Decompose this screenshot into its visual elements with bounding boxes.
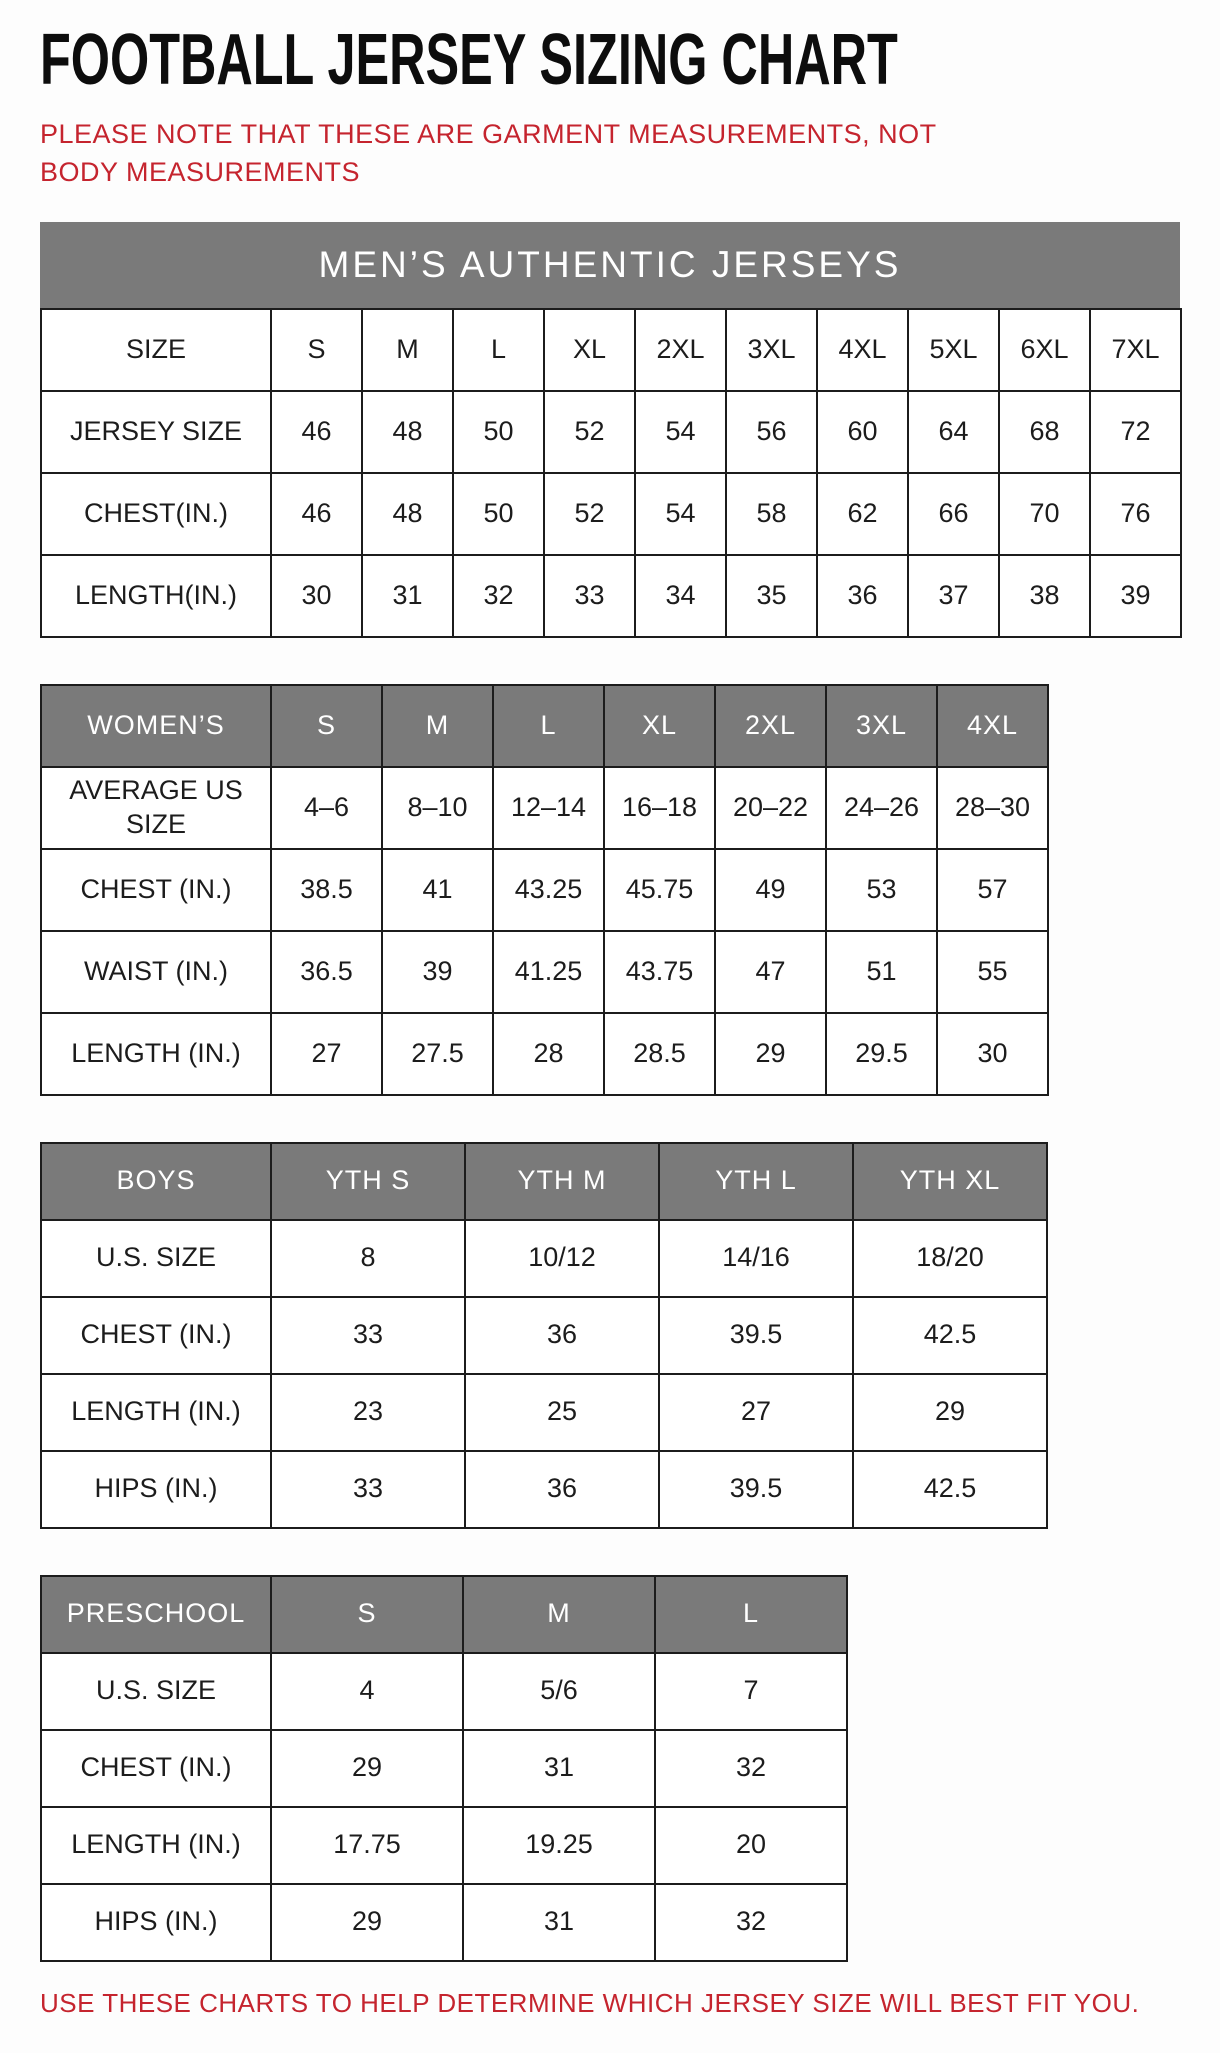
row-label: CHEST(IN.) xyxy=(41,473,271,555)
column-header: S xyxy=(271,309,362,391)
column-header: 4XL xyxy=(937,685,1048,767)
size-value-cell: 52 xyxy=(544,391,635,473)
size-value-cell: 27 xyxy=(659,1374,853,1451)
mens-sizing-table xyxy=(40,308,1182,638)
row-label: CHEST (IN.) xyxy=(41,1730,271,1807)
size-value-cell: 45.75 xyxy=(604,849,715,931)
table-row xyxy=(41,391,1181,473)
column-header: YTH M xyxy=(465,1143,659,1220)
preschool-sizing-table xyxy=(40,1575,848,1962)
size-value-cell: 76 xyxy=(1090,473,1181,555)
size-value-cell: 32 xyxy=(655,1884,847,1961)
row-label: JERSEY SIZE xyxy=(41,391,271,473)
size-value-cell: 51 xyxy=(826,931,937,1013)
size-value-cell: 36 xyxy=(817,555,908,637)
size-value-cell: 20–22 xyxy=(715,767,826,849)
size-value-cell: 58 xyxy=(726,473,817,555)
size-value-cell: 47 xyxy=(715,931,826,1013)
size-value-cell: 30 xyxy=(937,1013,1048,1095)
table-row xyxy=(41,1220,1047,1297)
size-value-cell: 62 xyxy=(817,473,908,555)
table-row xyxy=(41,767,1048,849)
table-row xyxy=(41,1807,847,1884)
size-value-cell: 49 xyxy=(715,849,826,931)
column-header: 5XL xyxy=(908,309,999,391)
size-value-cell: 32 xyxy=(453,555,544,637)
size-value-cell: 37 xyxy=(908,555,999,637)
row-label: LENGTH (IN.) xyxy=(41,1013,271,1095)
size-value-cell: 43.75 xyxy=(604,931,715,1013)
table-row xyxy=(41,1653,847,1730)
size-value-cell: 28–30 xyxy=(937,767,1048,849)
column-header: 2XL xyxy=(635,309,726,391)
size-value-cell: 29 xyxy=(853,1374,1047,1451)
size-value-cell: 41 xyxy=(382,849,493,931)
size-value-cell: 54 xyxy=(635,391,726,473)
size-value-cell: 14/16 xyxy=(659,1220,853,1297)
size-value-cell: 20 xyxy=(655,1807,847,1884)
size-value-cell: 41.25 xyxy=(493,931,604,1013)
size-value-cell: 55 xyxy=(937,931,1048,1013)
column-header: PRESCHOOL xyxy=(41,1576,271,1653)
column-header: 4XL xyxy=(817,309,908,391)
table-row xyxy=(41,1374,1047,1451)
size-value-cell: 33 xyxy=(271,1297,465,1374)
size-value-cell: 66 xyxy=(908,473,999,555)
size-value-cell: 28.5 xyxy=(604,1013,715,1095)
size-value-cell: 31 xyxy=(362,555,453,637)
footer-note: USE THESE CHARTS TO HELP DETERMINE WHICH JERSEY SIZE WILL BEST FIT YOU. xyxy=(40,1987,1140,2018)
row-label: AVERAGE US SIZE xyxy=(41,767,271,849)
size-value-cell: 19.25 xyxy=(463,1807,655,1884)
column-header: M xyxy=(463,1576,655,1653)
column-header: S xyxy=(271,1576,463,1653)
mens-header-row xyxy=(41,309,1181,391)
size-value-cell: 33 xyxy=(544,555,635,637)
size-value-cell: 23 xyxy=(271,1374,465,1451)
size-value-cell: 17.75 xyxy=(271,1807,463,1884)
size-value-cell: 16–18 xyxy=(604,767,715,849)
size-value-cell: 53 xyxy=(826,849,937,931)
size-value-cell: 46 xyxy=(271,473,362,555)
size-value-cell: 30 xyxy=(271,555,362,637)
size-value-cell: 29.5 xyxy=(826,1013,937,1095)
column-header: YTH S xyxy=(271,1143,465,1220)
column-header: 7XL xyxy=(1090,309,1181,391)
column-header: XL xyxy=(544,309,635,391)
womens-header-row xyxy=(41,685,1048,767)
size-value-cell: 27 xyxy=(271,1013,382,1095)
size-value-cell: 39 xyxy=(382,931,493,1013)
table-row xyxy=(41,1730,847,1807)
column-header: 3XL xyxy=(826,685,937,767)
table-row xyxy=(41,473,1181,555)
womens-sizing-table xyxy=(40,684,1049,1096)
table-row xyxy=(41,1884,847,1961)
column-header: 2XL xyxy=(715,685,826,767)
size-value-cell: 31 xyxy=(463,1730,655,1807)
size-value-cell: 48 xyxy=(362,391,453,473)
table-row xyxy=(41,555,1181,637)
size-value-cell: 34 xyxy=(635,555,726,637)
table-row xyxy=(41,1297,1047,1374)
column-header: S xyxy=(271,685,382,767)
column-header: L xyxy=(453,309,544,391)
column-header: 6XL xyxy=(999,309,1090,391)
size-value-cell: 33 xyxy=(271,1451,465,1528)
row-label: LENGTH (IN.) xyxy=(41,1807,271,1884)
column-header: M xyxy=(382,685,493,767)
size-value-cell: 46 xyxy=(271,391,362,473)
size-value-cell: 50 xyxy=(453,473,544,555)
size-value-cell: 29 xyxy=(715,1013,826,1095)
size-value-cell: 57 xyxy=(937,849,1048,931)
size-value-cell: 29 xyxy=(271,1730,463,1807)
size-value-cell: 10/12 xyxy=(465,1220,659,1297)
size-value-cell: 28 xyxy=(493,1013,604,1095)
column-header: YTH L xyxy=(659,1143,853,1220)
size-value-cell: 56 xyxy=(726,391,817,473)
size-value-cell: 4 xyxy=(271,1653,463,1730)
column-header: BOYS xyxy=(41,1143,271,1220)
size-value-cell: 39.5 xyxy=(659,1451,853,1528)
mens-banner-label: MEN’S AUTHENTIC JERSEYS xyxy=(318,243,902,285)
size-value-cell: 8 xyxy=(271,1220,465,1297)
garment-measurements-note: PLEASE NOTE THAT THESE ARE GARMENT MEASUREMENTS, NOT BODY MEASUREMENTS xyxy=(40,119,937,187)
boys-sizing-table xyxy=(40,1142,1048,1529)
size-value-cell: 7 xyxy=(655,1653,847,1730)
column-header: WOMEN’S xyxy=(41,685,271,767)
size-value-cell: 60 xyxy=(817,391,908,473)
page-title: FOOTBALL JERSEY SIZING CHART xyxy=(40,20,898,100)
size-value-cell: 52 xyxy=(544,473,635,555)
table-row xyxy=(41,1451,1047,1528)
column-header: L xyxy=(655,1576,847,1653)
size-value-cell: 48 xyxy=(362,473,453,555)
row-label: CHEST (IN.) xyxy=(41,849,271,931)
size-value-cell: 39 xyxy=(1090,555,1181,637)
table-row xyxy=(41,931,1048,1013)
size-value-cell: 8–10 xyxy=(382,767,493,849)
row-label: U.S. SIZE xyxy=(41,1653,271,1730)
size-value-cell: 68 xyxy=(999,391,1090,473)
size-value-cell: 31 xyxy=(463,1884,655,1961)
size-value-cell: 25 xyxy=(465,1374,659,1451)
size-value-cell: 70 xyxy=(999,473,1090,555)
row-label: WAIST (IN.) xyxy=(41,931,271,1013)
size-value-cell: 12–14 xyxy=(493,767,604,849)
size-value-cell: 5/6 xyxy=(463,1653,655,1730)
row-label: U.S. SIZE xyxy=(41,1220,271,1297)
column-header: SIZE xyxy=(41,309,271,391)
column-header: M xyxy=(362,309,453,391)
size-value-cell: 27.5 xyxy=(382,1013,493,1095)
row-label: CHEST (IN.) xyxy=(41,1297,271,1374)
row-label: HIPS (IN.) xyxy=(41,1884,271,1961)
size-value-cell: 36.5 xyxy=(271,931,382,1013)
size-value-cell: 64 xyxy=(908,391,999,473)
size-value-cell: 42.5 xyxy=(853,1451,1047,1528)
size-value-cell: 35 xyxy=(726,555,817,637)
size-value-cell: 4–6 xyxy=(271,767,382,849)
size-value-cell: 54 xyxy=(635,473,726,555)
column-header: XL xyxy=(604,685,715,767)
row-label: LENGTH(IN.) xyxy=(41,555,271,637)
size-value-cell: 72 xyxy=(1090,391,1181,473)
size-value-cell: 32 xyxy=(655,1730,847,1807)
size-value-cell: 18/20 xyxy=(853,1220,1047,1297)
table-row xyxy=(41,1013,1048,1095)
size-value-cell: 42.5 xyxy=(853,1297,1047,1374)
column-header: YTH XL xyxy=(853,1143,1047,1220)
size-value-cell: 24–26 xyxy=(826,767,937,849)
table-row xyxy=(41,849,1048,931)
size-value-cell: 43.25 xyxy=(493,849,604,931)
size-value-cell: 36 xyxy=(465,1297,659,1374)
size-value-cell: 50 xyxy=(453,391,544,473)
size-value-cell: 36 xyxy=(465,1451,659,1528)
size-value-cell: 29 xyxy=(271,1884,463,1961)
boys-header-row xyxy=(41,1143,1047,1220)
size-value-cell: 38 xyxy=(999,555,1090,637)
mens-table-banner xyxy=(40,222,1180,308)
column-header: L xyxy=(493,685,604,767)
column-header: 3XL xyxy=(726,309,817,391)
preschool-header-row xyxy=(41,1576,847,1653)
row-label: HIPS (IN.) xyxy=(41,1451,271,1528)
row-label: LENGTH (IN.) xyxy=(41,1374,271,1451)
size-value-cell: 38.5 xyxy=(271,849,382,931)
size-value-cell: 39.5 xyxy=(659,1297,853,1374)
